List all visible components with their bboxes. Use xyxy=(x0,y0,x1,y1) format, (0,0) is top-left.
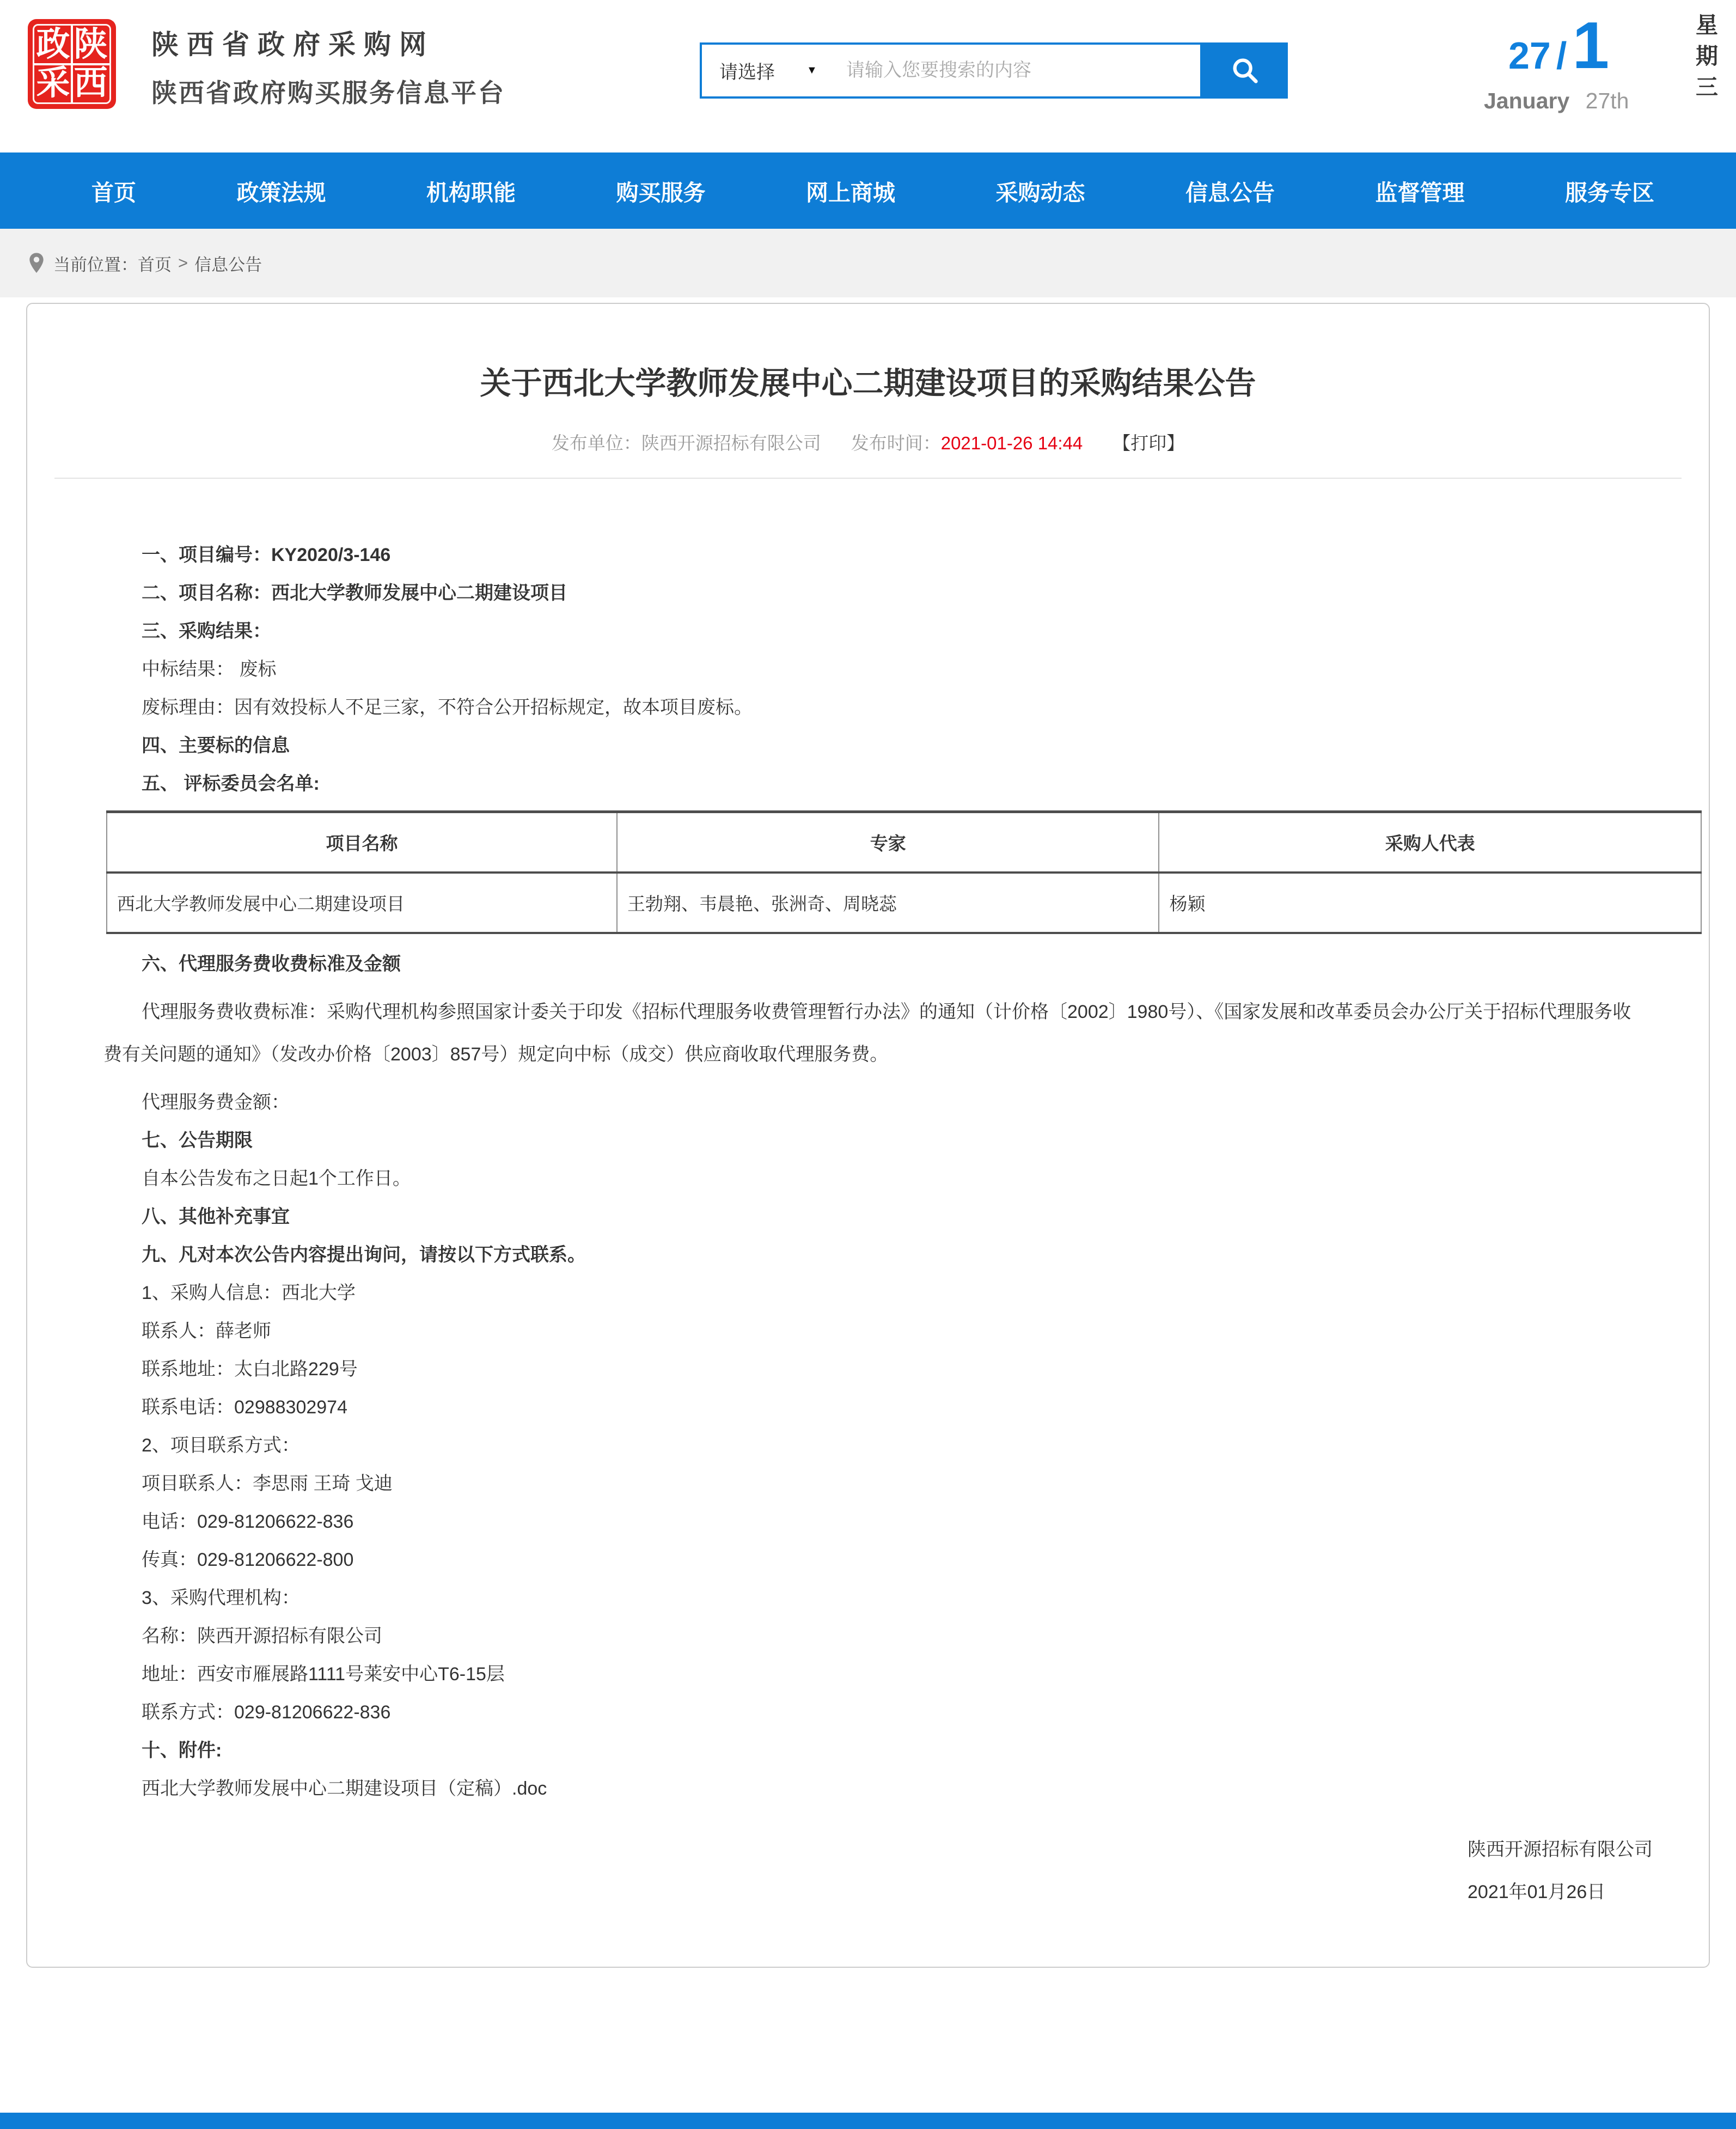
date-month-name: January xyxy=(1484,88,1570,113)
table-header-row xyxy=(107,812,1701,873)
site-title: 陕西省政府采购网 xyxy=(151,29,435,60)
publisher-label: 发布单位： xyxy=(551,433,641,453)
table-body xyxy=(107,873,1701,933)
table-header-cell: 项目名称 xyxy=(107,812,617,873)
nav-item-2[interactable]: 政策法规 xyxy=(236,180,326,205)
section-heading: 一、项目编号：KY2020/3-146 xyxy=(142,545,391,565)
nav-item-4[interactable]: 购买服务 xyxy=(616,180,706,205)
nav-item-5[interactable]: 网上商城 xyxy=(806,180,895,205)
section-heading: 七、公告期限 xyxy=(142,1130,253,1151)
location-pin-icon xyxy=(27,252,46,274)
date-day-ordinal: 27th xyxy=(1585,88,1629,113)
body-line: 传真：029-81206622-800 xyxy=(142,1550,354,1570)
search-input[interactable] xyxy=(841,59,1200,82)
section-heading: 五、 评标委员会名单: xyxy=(142,773,320,794)
table-cell: 西北大学教师发展中心二期建设项目 xyxy=(107,873,617,933)
breadcrumb-label: 当前位置： xyxy=(53,255,138,274)
date-month: 1 xyxy=(1572,8,1610,82)
date-widget xyxy=(1484,7,1718,126)
footer-bar xyxy=(0,2113,1736,2129)
logo-char: 陕 xyxy=(74,26,108,64)
nav-item-3[interactable]: 机构职能 xyxy=(426,180,516,205)
date-slash: / xyxy=(1556,34,1567,77)
weekday-char: 星 xyxy=(1696,13,1718,38)
nav-item-9[interactable]: 服务专区 xyxy=(1565,180,1654,205)
body-line: 中标结果： 废标 xyxy=(142,659,277,680)
evaluation-committee-table xyxy=(106,810,1702,934)
article-body xyxy=(27,479,1709,1904)
breadcrumb-home-link[interactable]: 首页 xyxy=(138,255,172,274)
body-line: 名称：陕西开源招标有限公司 xyxy=(142,1626,382,1646)
nav-item-1[interactable]: 首页 xyxy=(91,180,136,205)
body-line: 1、采购人信息：西北大学 xyxy=(142,1283,356,1303)
logo-char: 西 xyxy=(74,64,108,102)
body-line: 项目联系人：李思雨 王琦 戈迪 xyxy=(142,1473,393,1494)
body-part2 xyxy=(103,953,1646,1800)
section-heading: 八、其他补充事宜 xyxy=(142,1206,290,1227)
section-heading: 十、附件: xyxy=(142,1740,222,1761)
main-nav xyxy=(0,152,1736,229)
print-button[interactable]: 【打印】 xyxy=(1112,433,1185,453)
signature-block xyxy=(103,1838,1653,1904)
date-weekday xyxy=(1696,14,1718,99)
search-category-select[interactable] xyxy=(702,57,841,84)
article-title: 关于西北大学教师发展中心二期建设项目的采购结果公告 xyxy=(480,366,1256,401)
search-select-label: 请选择 xyxy=(719,62,775,83)
publisher-value: 陕西开源招标有限公司 xyxy=(641,433,821,453)
section-heading: 六、代理服务费收费标准及金额 xyxy=(142,954,401,974)
body-line: 2、项目联系方式： xyxy=(142,1435,300,1456)
body-line: 3、采购代理机构： xyxy=(142,1588,300,1608)
site-logo[interactable] xyxy=(28,19,116,109)
table-header-cell: 采购人代表 xyxy=(1159,812,1701,873)
search-button[interactable] xyxy=(1202,42,1288,99)
body-line: 代理服务费金额： xyxy=(142,1092,290,1113)
search-field-wrap xyxy=(700,42,1202,99)
body-line: 联系地址：太白北路229号 xyxy=(142,1359,358,1380)
nav-item-8[interactable]: 监督管理 xyxy=(1375,180,1465,205)
body-line: 自本公告发布之日起1个工作日。 xyxy=(142,1168,411,1189)
search-icon xyxy=(1230,55,1261,87)
body-line: 电话：029-81206622-836 xyxy=(142,1511,354,1532)
publish-time-label: 发布时间： xyxy=(851,433,941,453)
logo-char: 采 xyxy=(36,64,70,102)
publish-time-value: 2021-01-26 14:44 xyxy=(940,433,1083,453)
table-header-cell: 专家 xyxy=(617,812,1159,873)
body-line: 地址：西安市雁展路1111号莱安中心T6-15层 xyxy=(142,1664,505,1685)
table-cell: 王勃翔、韦晨艳、张洲奇、周晓蕊 xyxy=(617,873,1159,933)
body-line: 废标理由：因有效投标人不足三家，不符合公开招标规定，故本项目废标。 xyxy=(142,697,753,718)
section-heading: 三、采购结果： xyxy=(142,621,271,642)
breadcrumb xyxy=(0,229,1736,297)
table-row xyxy=(107,873,1701,933)
article-card xyxy=(26,303,1710,1968)
breadcrumb-separator: > xyxy=(178,253,188,272)
table-cell: 杨颖 xyxy=(1159,873,1701,933)
section-heading: 二、项目名称：西北大学教师发展中心二期建设项目 xyxy=(142,583,567,603)
date-day: 27 xyxy=(1508,34,1551,77)
body-line: 代理服务费收费标准：采购代理机构参照国家计委关于印发《招标代理服务收费管理暂行办法》的通知（计价格〔2002〕1980号）、《国家发展和改革委员会办公厅关于招标代理服务收费有关问题的通知》（发改办价格〔2003〕857号）规定向中标（成交）供应商收取代理服务费。 xyxy=(103,1002,1631,1065)
body-part1 xyxy=(103,544,1646,795)
logo-char: 政 xyxy=(36,26,70,64)
chevron-down-icon: ▼ xyxy=(806,64,817,76)
nav-item-7[interactable]: 信息公告 xyxy=(1185,180,1275,205)
article-meta xyxy=(27,429,1709,455)
body-line: 联系方式：029-81206622-836 xyxy=(142,1702,391,1723)
body-line: 联系电话：02988302974 xyxy=(142,1397,348,1418)
breadcrumb-current-link[interactable]: 信息公告 xyxy=(194,255,262,274)
site-titles xyxy=(151,23,505,109)
date-numbers xyxy=(1508,8,1610,82)
date-caption xyxy=(1484,88,1629,114)
site-subtitle: 陕西省政府购买服务信息平台 xyxy=(151,78,505,107)
nav-item-6[interactable]: 采购动态 xyxy=(995,180,1085,205)
site-header xyxy=(0,0,1736,152)
body-line: 联系人：薛老师 xyxy=(142,1321,271,1341)
weekday-char: 期 xyxy=(1696,44,1718,69)
weekday-char: 三 xyxy=(1696,75,1718,100)
attachment-link[interactable]: 西北大学教师发展中心二期建设项目（定稿）.doc xyxy=(142,1778,547,1799)
section-heading: 九、凡对本次公告内容提出询问，请按以下方式联系。 xyxy=(142,1245,586,1265)
search-bar xyxy=(700,42,1288,99)
signature-org: 陕西开源招标有限公司 xyxy=(1468,1839,1653,1860)
signature-date: 2021年01月26日 xyxy=(1468,1882,1606,1902)
section-heading: 四、主要标的信息 xyxy=(142,735,290,756)
